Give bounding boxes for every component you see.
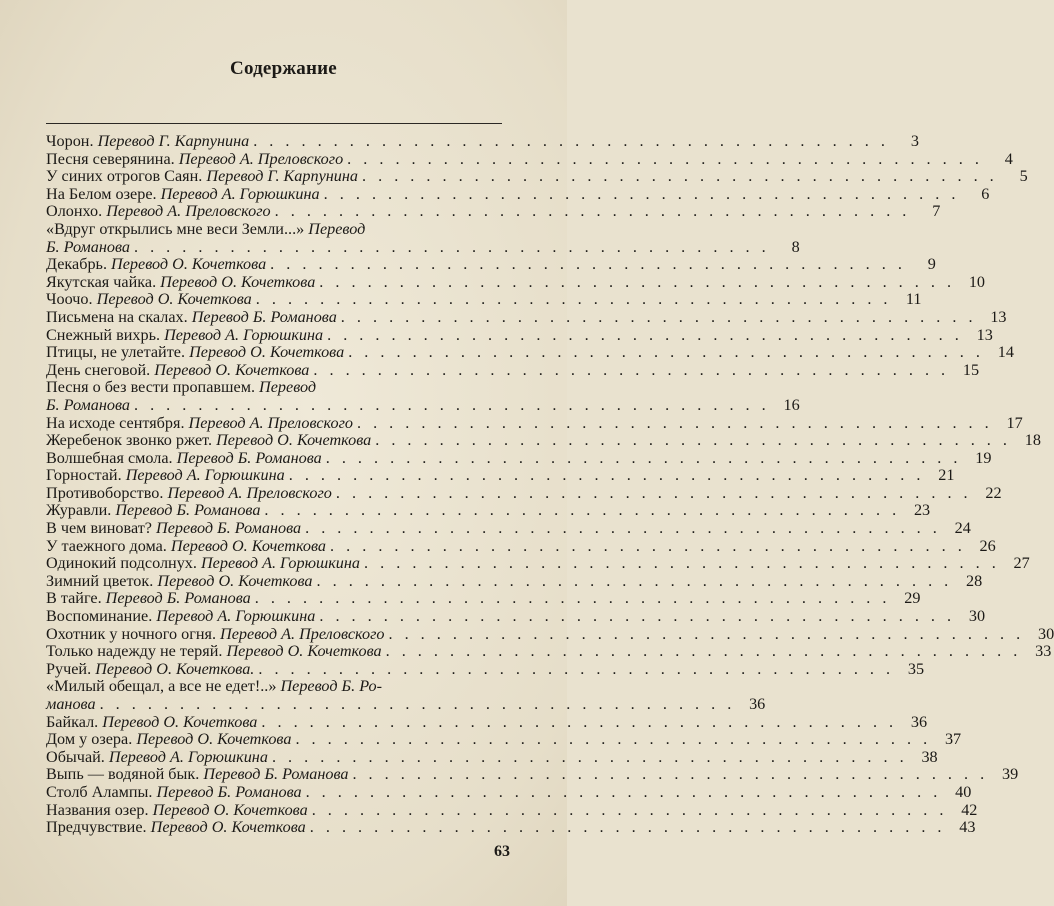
entry-title: В чем виноват? [46, 519, 152, 538]
dot-leader: . . . . . . . . . . . . . . . . . . . . . . . . . . . . . . . . . . . . . . . . [330, 536, 966, 555]
entry-title: Зимний цветок. [46, 571, 154, 590]
toc-entry-text [46, 362, 309, 380]
dot-leader: . . . . . . . . . . . . . . . . . . . . . . . . . . . . . . . . . . . . . . . . [319, 607, 956, 626]
dot-leader: . . . . . . . . . . . . . . . . . . . . . . . . . . . . . . . . . . . . . . . . [99, 695, 736, 713]
entry-title: Птицы, не улетайте. [46, 343, 186, 362]
entry-title: Декабрь. [46, 255, 107, 274]
toc-entry-text [46, 309, 337, 327]
toc-entry [46, 624, 1054, 644]
toc-entry [46, 589, 921, 608]
toc-entry [46, 290, 922, 309]
toc-entry [46, 659, 925, 679]
toc-entry [46, 730, 962, 749]
entry-translator: Перевод Б. Ро- [280, 677, 382, 696]
entry-translator: Перевод О. Кочеткова [170, 536, 327, 555]
dot-leader: . . . . . . . . . . . . . . . . . . . . . . . . . . . . . . . . . . . . . . . . [356, 413, 993, 432]
toc-entry [46, 184, 990, 204]
dot-leader: . . . . . . . . . . . . . . . . . . . . . . . . . . . . . . . . . . . . . . . . [295, 730, 932, 749]
entry-title: Одинокий подсолнух. [46, 554, 197, 573]
entry-translator: Перевод О. Кочеткова [226, 642, 382, 661]
toc-entry-text [46, 274, 315, 292]
entry-translator: Перевод О. Кочеткова. [95, 659, 255, 678]
entry-translator: Перевод А. Преловского [188, 413, 353, 432]
toc-entry-text [46, 415, 353, 433]
toc-entry [46, 800, 978, 820]
entry-page: 15 [962, 360, 980, 379]
dot-leader: . . . . . . . . . . . . . . . . . . . . . . . . . . . . . . . . . . . . . . . . [305, 519, 941, 538]
toc-entry-text [46, 291, 252, 309]
entry-page: 24 [954, 519, 971, 538]
entry-translator: Перевод А. Преловского [167, 483, 332, 502]
entry-title: Чоочо. [46, 290, 93, 309]
dot-leader: . . . . . . . . . . . . . . . . . . . . . . . . . . . . . . . . . . . . . . . . [347, 149, 983, 168]
dot-leader: . . . . . . . . . . . . . . . . . . . . . . . . . . . . . . . . . . . . . . . . [335, 483, 972, 502]
dot-leader: . . . . . . . . . . . . . . . . . . . . . . . . . . . . . . . . . . . . . . . . [325, 448, 962, 467]
toc-entry [46, 149, 1013, 169]
entry-page: 21 [938, 466, 955, 485]
entry-translator: Перевод А. Горюшкина [156, 607, 316, 626]
entry-title: На Белом озере. [46, 184, 157, 203]
entry-page: 19 [975, 448, 992, 467]
dot-leader: . . . . . . . . . . . . . . . . . . . . . . . . . . . . . . . . . . . . . . . . [311, 800, 948, 819]
entry-translator: Перевод О. Кочеткова [216, 431, 372, 450]
entry-title: Письмена на скалах. [46, 307, 188, 326]
dot-leader: . . . . . . . . . . . . . . . . . . . . . . . . . . . . . . . . . . . . . . . . [258, 659, 895, 678]
entry-page: 18 [1024, 431, 1041, 450]
entry-page: 8 [791, 237, 800, 256]
dot-leader: . . . . . . . . . . . . . . . . . . . . . . . . . . . . . . . . . . . . . . . . [327, 325, 963, 344]
entry-page: 35 [907, 659, 925, 678]
toc-entry [46, 747, 938, 767]
toc-entry-text [46, 696, 96, 714]
dot-leader: . . . . . . . . . . . . . . . . . . . . . . . . . . . . . . . . . . . . . . . . [319, 272, 955, 291]
toc-entry-text [46, 520, 301, 538]
entry-title: Журавли. [46, 501, 112, 520]
dot-leader: . . . . . . . . . . . . . . . . . . . . . . . . . . . . . . . . . . . . . . . . [253, 132, 889, 150]
toc-entry [46, 167, 1028, 186]
entry-title: Волшебная смола. [46, 448, 173, 467]
entry-title: Столб Алампы. [46, 782, 153, 801]
entry-title: Снежный вихрь. [46, 325, 161, 344]
entry-page: 14 [997, 343, 1014, 362]
toc-entry-text [46, 802, 308, 820]
toc-entry-text [46, 344, 344, 362]
toc-entry [46, 132, 919, 151]
entry-title: Дом у озера. [46, 730, 133, 749]
entry-page: 5 [1019, 167, 1028, 186]
toc-entry-text [46, 203, 271, 221]
dot-leader: . . . . . . . . . . . . . . . . . . . . . . . . . . . . . . . . . . . . . . . . [385, 642, 1022, 661]
toc-entry [46, 395, 800, 415]
toc-entry-text [46, 819, 306, 837]
entry-title: Противоборство. [46, 483, 164, 502]
entry-page: 39 [1001, 765, 1019, 784]
toc-entry-text [46, 538, 326, 556]
entry-page: 33 [1035, 642, 1052, 661]
toc-entry [46, 818, 976, 837]
entry-page: 13 [976, 325, 993, 344]
dot-leader: . . . . . . . . . . . . . . . . . . . . . . . . . . . . . . . . . . . . . . . . [313, 360, 950, 379]
entry-title: Жеребенок звонко ржет. [46, 431, 213, 450]
dot-leader: . . . . . . . . . . . . . . . . . . . . . . . . . . . . . . . . . . . . . . . . [261, 712, 898, 731]
toc-entry-text [46, 485, 332, 503]
dot-leader: . . . . . . . . . . . . . . . . . . . . . . . . . . . . . . . . . . . . . . . . [305, 782, 942, 801]
entry-page: 38 [921, 747, 938, 766]
entry-translator: Перевод А. Горюшкина [125, 466, 285, 485]
toc-entry-text [46, 450, 322, 468]
entry-translator: Перевод Б. Романова [191, 307, 337, 326]
toc-entry-text [46, 714, 257, 732]
entry-translator: Перевод А. Горюшкина [164, 325, 324, 344]
entry-translator: Перевод О. Кочеткова [152, 800, 308, 819]
page-number: 63 [494, 843, 510, 860]
entry-translator: Перевод О. Кочеткова [111, 255, 267, 274]
entry-page: 23 [913, 501, 931, 520]
toc-entry [46, 607, 986, 626]
entry-translator: Перевод О. Кочеткова [160, 272, 316, 291]
toc-entry [46, 554, 1030, 573]
entry-title: Обычай. [46, 747, 105, 766]
entry-page: 42 [961, 800, 978, 819]
dot-leader: . . . . . . . . . . . . . . . . . . . . . . . . . . . . . . . . . . . . . . . . [388, 624, 1025, 643]
toc-entry-text [46, 590, 251, 608]
toc-entry [46, 272, 985, 292]
dot-leader: . . . . . . . . . . . . . . . . . . . . . . . . . . . . . . . . . . . . . . . . [133, 395, 770, 414]
toc-entry-text [46, 397, 130, 415]
entry-translator: Перевод О. Кочеткова [102, 712, 258, 731]
dot-leader: . . . . . . . . . . . . . . . . . . . . . . . . . . . . . . . . . . . . . . . . [364, 554, 1000, 573]
toc-entry-text [46, 151, 343, 169]
entry-translator: Перевод Б. Романова [203, 765, 349, 784]
toc-entry [46, 413, 1023, 433]
toc-entry [46, 501, 931, 520]
entry-title: Песня о без вести пропавшем. [46, 378, 255, 397]
toc-entry-text [46, 661, 254, 679]
toc-entry-text [46, 731, 291, 749]
entry-translator: Перевод О. Кочеткова [189, 343, 345, 362]
entry-page: 9 [927, 255, 936, 274]
entry-title: Песня северянина. [46, 149, 175, 168]
entry-title: Предчувствие. [46, 818, 147, 837]
entry-translator: Перевод О. Кочеткова [157, 571, 313, 590]
toc-entry [46, 221, 502, 239]
entry-page: 28 [966, 571, 983, 590]
entry-title: Названия озер. [46, 800, 149, 819]
entry-translator: Б. Романова [46, 237, 130, 256]
entry-page: 7 [932, 202, 941, 221]
entry-translator: Перевод О. Кочеткова [154, 360, 310, 379]
entry-translator: Перевод [259, 378, 317, 397]
dot-leader: . . . . . . . . . . . . . . . . . . . . . . . . . . . . . . . . . . . . . . . . [254, 589, 891, 608]
toc-entry-text [46, 467, 285, 485]
entry-title: «Милый обещал, а все не едет!..» [46, 677, 277, 696]
entry-title: Ручей. [46, 659, 92, 678]
toc-entry-text [46, 766, 348, 784]
toc-entry [46, 765, 1019, 784]
toc-entry-text [46, 749, 268, 767]
dot-leader: . . . . . . . . . . . . . . . . . . . . . . . . . . . . . . . . . . . . . . . . [309, 818, 946, 837]
entry-page: 40 [955, 782, 972, 801]
entry-title: Воспоминание. [46, 607, 153, 626]
entry-translator: Перевод Г. Карпунина [97, 132, 250, 150]
toc-entry-text [46, 626, 384, 644]
entry-page: 11 [905, 290, 922, 309]
toc-entry-text [46, 133, 249, 151]
toc-entry [46, 307, 1007, 327]
entry-title: Байкал. [46, 712, 99, 731]
entry-title: У таежного дома. [46, 536, 167, 555]
dot-leader: . . . . . . . . . . . . . . . . . . . . . . . . . . . . . . . . . . . . . . . . [264, 501, 901, 520]
entry-translator: Перевод Б. Романова [156, 519, 302, 538]
entry-page: 43 [959, 818, 976, 837]
toc-entry [46, 678, 502, 696]
entry-title: Якутская чайка. [46, 272, 157, 291]
toc-entry [46, 431, 1041, 450]
entry-translator: Перевод Б. Романова [105, 589, 251, 608]
dot-leader: . . . . . . . . . . . . . . . . . . . . . . . . . . . . . . . . . . . . . . . . [316, 571, 953, 590]
toc-entry-text [46, 502, 260, 520]
toc-entry-text [46, 678, 382, 696]
entry-page: 3 [910, 132, 919, 150]
entry-page: 36 [910, 712, 928, 731]
toc-entry-text [46, 555, 360, 573]
toc-entry-text [46, 327, 323, 345]
toc-entry-text [46, 379, 316, 397]
entry-title: Выпь — водяной бык. [46, 765, 200, 784]
entry-page: 26 [979, 536, 996, 555]
entry-translator: Перевод О. Кочеткова [150, 818, 306, 837]
entry-title: Горностай. [46, 466, 122, 485]
toc-entry-text [46, 186, 320, 204]
entry-translator: Перевод Г. Карпунина [206, 167, 359, 186]
title-divider [46, 123, 502, 124]
entry-translator: Перевод О. Кочеткова [136, 730, 292, 749]
toc-entry-text [46, 432, 371, 450]
entry-page: 17 [1006, 413, 1023, 432]
dot-leader: . . . . . . . . . . . . . . . . . . . . . . . . . . . . . . . . . . . . . . . . [362, 167, 998, 186]
entry-title: Только надежду не теряй. [46, 642, 223, 661]
toc-entry [46, 642, 1052, 661]
dot-leader: . . . . . . . . . . . . . . . . . . . . . . . . . . . . . . . . . . . . . . . . [340, 307, 977, 326]
toc-entry-text [46, 239, 130, 257]
entry-translator: Перевод Б. Романова [115, 501, 261, 520]
entry-translator: Перевод О. Кочеткова [96, 290, 252, 309]
entry-page: 36 [749, 695, 766, 713]
entry-page: 30 [968, 607, 986, 626]
entry-page: 37 [944, 730, 962, 749]
entry-page: 22 [985, 483, 1002, 502]
entry-page: 13 [990, 307, 1007, 326]
toc-entry-text [46, 168, 358, 186]
toc-entry [46, 448, 992, 468]
toc-entry [46, 379, 502, 397]
dot-leader: . . . . . . . . . . . . . . . . . . . . . . . . . . . . . . . . . . . . . . . . [348, 343, 984, 362]
toc-entry [46, 343, 1014, 362]
toc-entry [46, 325, 993, 345]
entry-translator: Перевод А. Горюшкина [160, 184, 320, 203]
toc-entry [46, 782, 972, 802]
dot-leader: . . . . . . . . . . . . . . . . . . . . . . . . . . . . . . . . . . . . . . . . [133, 237, 770, 256]
dot-leader: . . . . . . . . . . . . . . . . . . . . . . . . . . . . . . . . . . . . . . . . [274, 202, 911, 221]
toc-entry-text [46, 643, 382, 661]
entry-page: 10 [968, 272, 985, 291]
entry-title: Охотник у ночного огня. [46, 624, 216, 643]
entry-title: День снеговой. [46, 360, 151, 379]
dot-leader: . . . . . . . . . . . . . . . . . . . . . . . . . . . . . . . . . . . . . . . . [270, 255, 906, 274]
dot-leader: . . . . . . . . . . . . . . . . . . . . . . . . . . . . . . . . . . . . . . . . [271, 747, 908, 766]
toc-entry-text [46, 221, 365, 239]
toc-entry-text [46, 256, 266, 274]
toc-entry [46, 202, 941, 221]
entry-translator: Перевод А. Преловского [178, 149, 344, 168]
toc-entry [46, 483, 1002, 503]
entry-translator: Перевод А. Горюшкина [108, 747, 268, 766]
dot-leader: . . . . . . . . . . . . . . . . . . . . . . . . . . . . . . . . . . . . . . . . [375, 431, 1011, 450]
entry-page: 27 [1013, 554, 1030, 573]
toc-entry-text [46, 784, 302, 802]
toc-entry [46, 519, 971, 538]
entry-translator: Б. Романова [46, 395, 130, 414]
entry-title: В тайге. [46, 589, 102, 608]
entry-title: Олонхо. [46, 202, 103, 221]
page-title: Содержание [230, 58, 337, 79]
entry-translator: манова [46, 695, 96, 713]
toc-entry [46, 695, 766, 714]
toc-entry-text [46, 573, 313, 591]
dot-leader: . . . . . . . . . . . . . . . . . . . . . . . . . . . . . . . . . . . . . . . . [323, 184, 960, 203]
table-of-contents [46, 132, 1054, 837]
toc-entry [46, 466, 955, 485]
toc-entry [46, 255, 936, 274]
toc-entry [46, 712, 928, 732]
toc-entry [46, 571, 983, 591]
entry-title: На исходе сентября. [46, 413, 185, 432]
toc-entry [46, 360, 980, 380]
entry-page: 6 [981, 184, 990, 203]
entry-title: У синих отрогов Саян. [46, 167, 203, 186]
dot-leader: . . . . . . . . . . . . . . . . . . . . . . . . . . . . . . . . . . . . . . . . [255, 290, 892, 309]
entry-translator: Перевод А. Преловского [106, 202, 271, 221]
entry-translator: Перевод А. Преловского [220, 624, 385, 643]
entry-page: 30 [1038, 624, 1054, 643]
entry-page: 16 [783, 395, 800, 414]
entry-translator: Перевод Б. Романова [156, 782, 302, 801]
toc-entry-text [46, 608, 315, 626]
entry-page: 4 [1004, 149, 1013, 168]
entry-translator: Перевод А. Горюшкина [200, 554, 361, 573]
entry-translator: Перевод Б. Романова [176, 448, 322, 467]
dot-leader: . . . . . . . . . . . . . . . . . . . . . . . . . . . . . . . . . . . . . . . . [352, 765, 989, 784]
entry-title: Чорон. [46, 132, 94, 150]
entry-title: «Вдруг открылись мне веси Земли...» [46, 219, 305, 238]
toc-entry [46, 237, 800, 257]
entry-translator: Перевод [308, 219, 366, 238]
entry-page: 29 [904, 589, 921, 608]
dot-leader: . . . . . . . . . . . . . . . . . . . . . . . . . . . . . . . . . . . . . . . . [288, 466, 925, 485]
toc-entry [46, 536, 996, 556]
